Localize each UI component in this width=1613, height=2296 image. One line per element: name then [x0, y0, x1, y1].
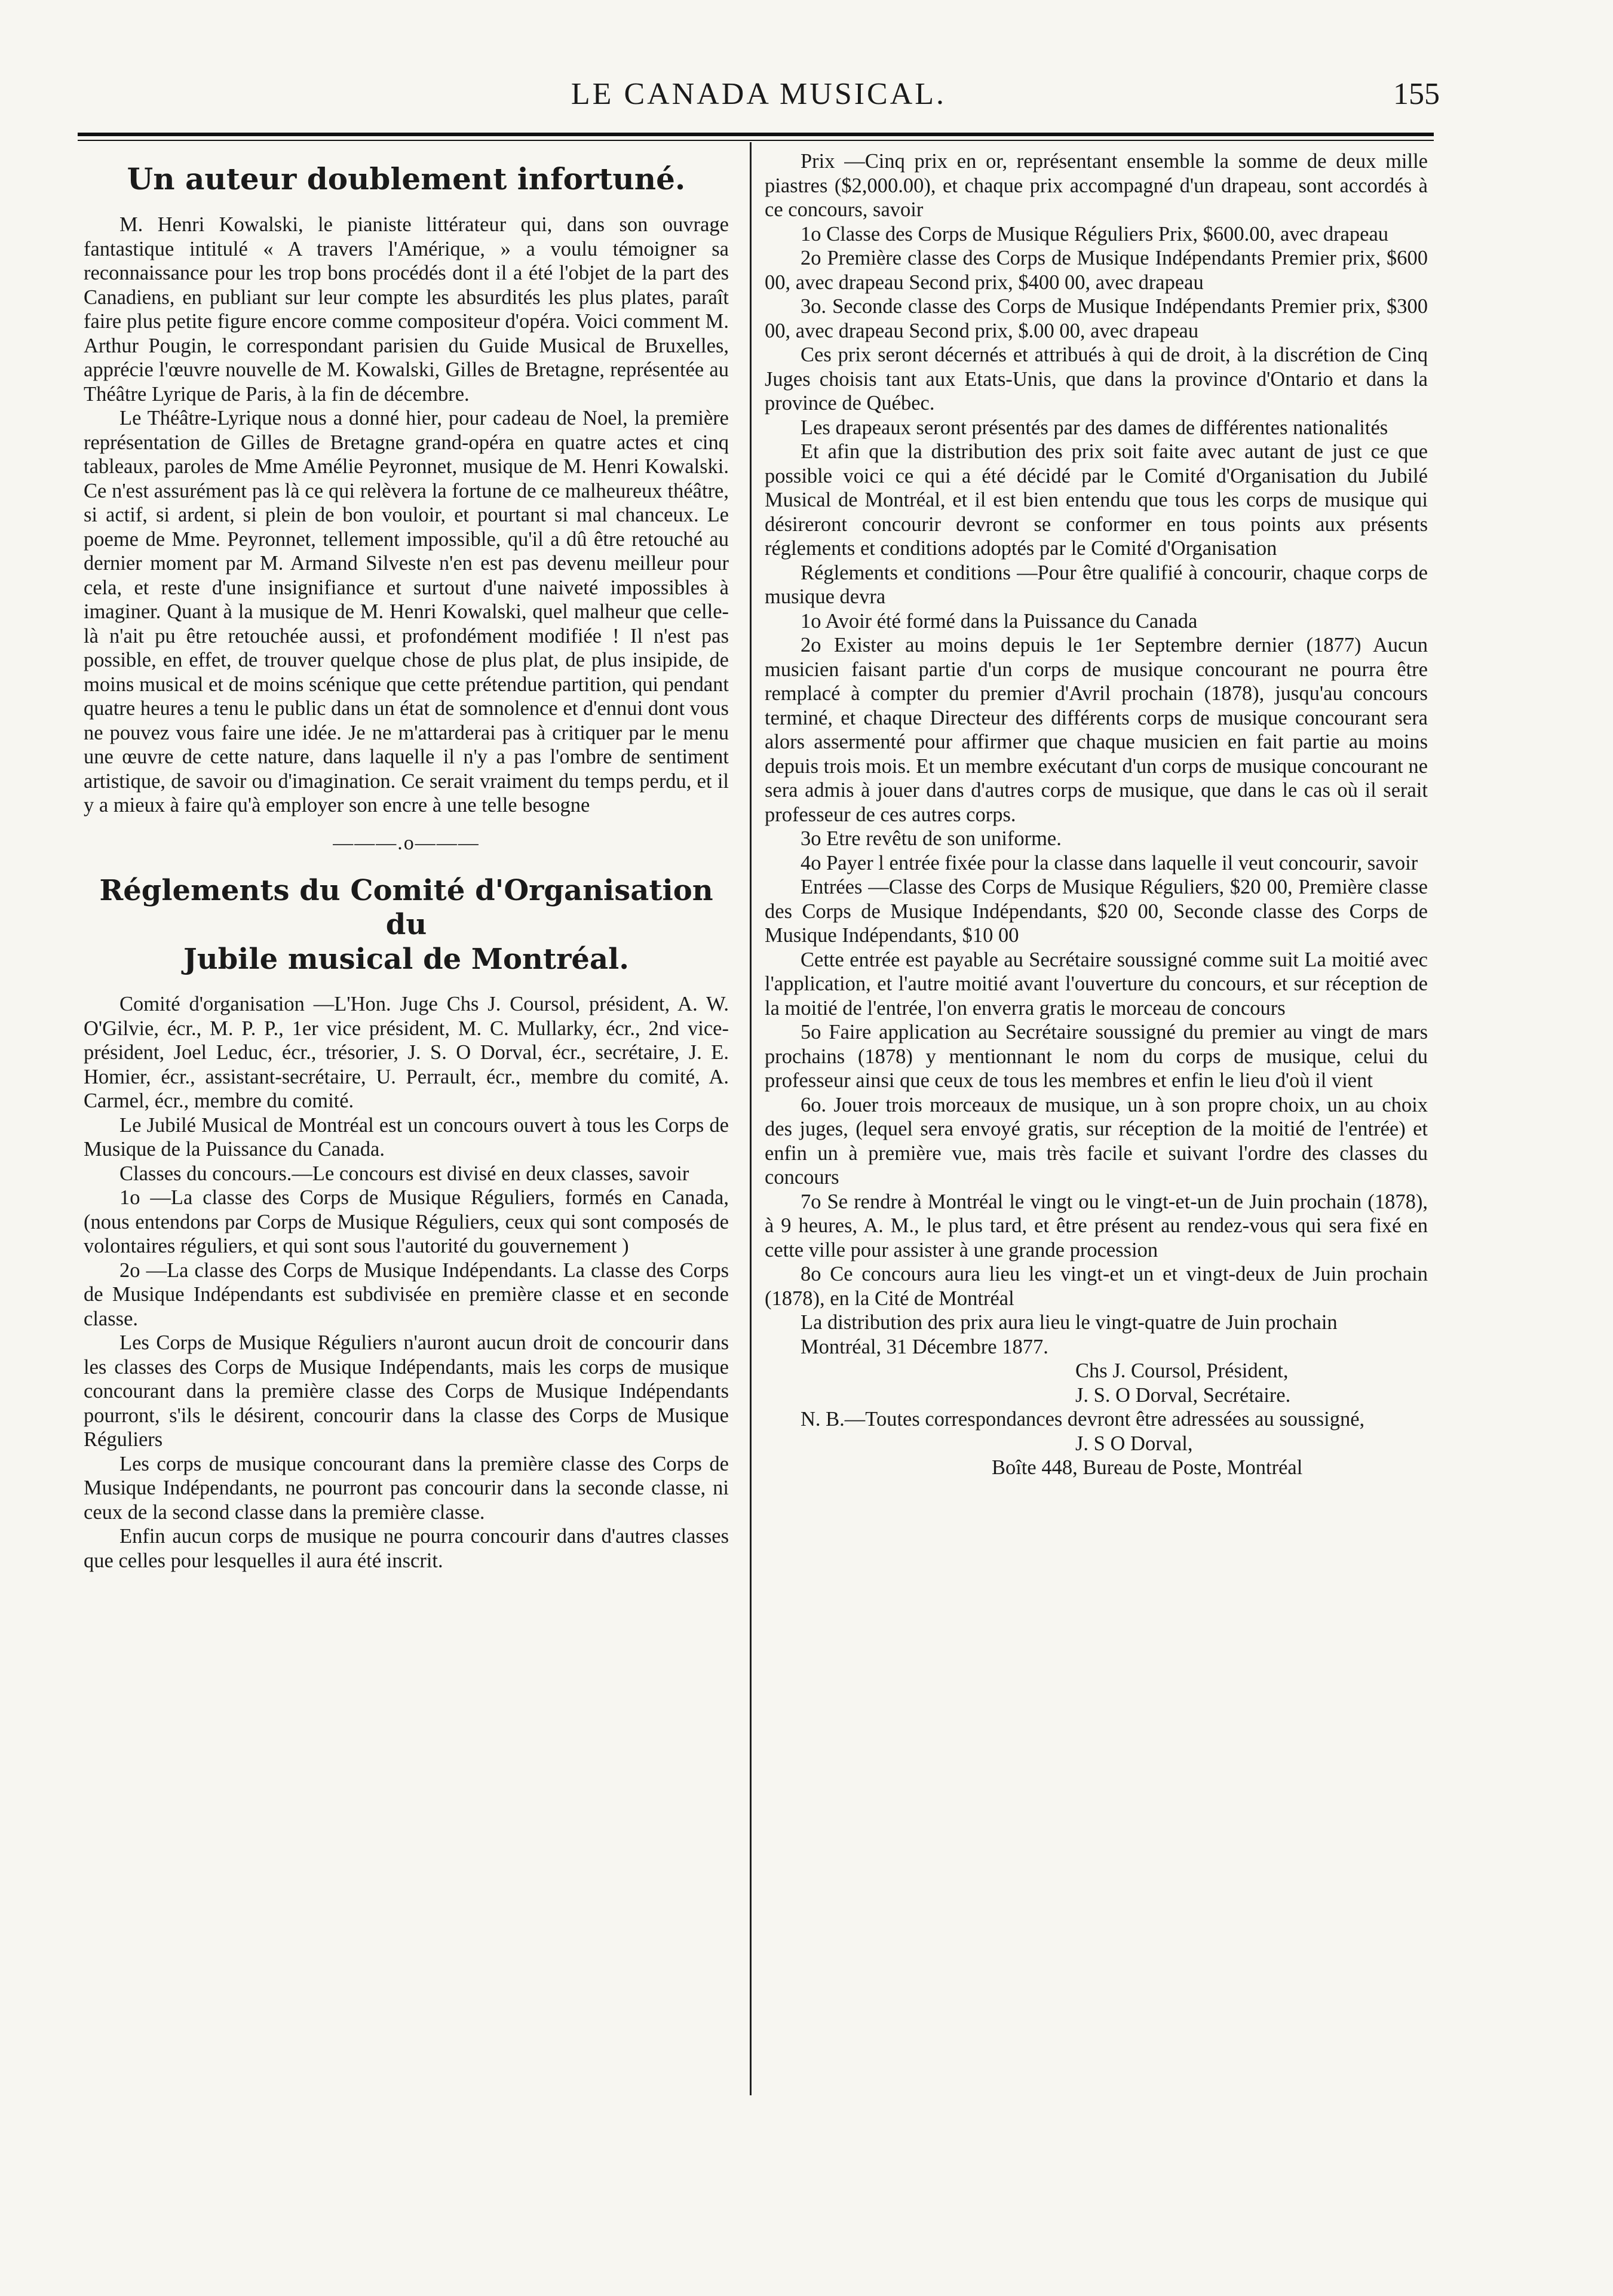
article-title-reglements — [84, 874, 729, 977]
article-paragraph: 3o Etre revêtu de son uniforme. — [801, 827, 1062, 850]
article-paragraph: 1o Avoir été formé dans la Puissance du Canada — [801, 609, 1198, 633]
header-rule-thick — [78, 133, 1434, 136]
article-paragraph: Prix —Cinq prix en or, représentant ensemble la somme de deux mille piastres ($2,000.00), et chaque prix accompagné d'un drapeau, sont accordés à ce concours, savoir — [765, 150, 1428, 221]
section-separator: ———.o——— — [333, 831, 480, 854]
article-paragraph: Cette entrée est payable au Secrétaire soussigné comme suit La moitié avec l'application, et l'autre moitié avant l'ouverture du concours, et sur réception de la moitié de l'entrée, l'on enverra gratis le morceau de concours — [765, 948, 1428, 1020]
article-paragraph: 5o Faire application au Secrétaire soussigné du premier au vingt de mars prochains (1878) y mentionnant le nom du corps de musique, celui du professeur ainsi que ceux de tous les membres et enfin le lieu d'où il vient — [765, 1021, 1428, 1092]
page-header — [78, 76, 1440, 124]
article-paragraph: 2o Première classe des Corps de Musique Indépendants Premier prix, $600 00, avec drapeau Second prix, $400 00, avec drapeau — [765, 247, 1428, 294]
signature-president: Chs J. Coursol, Président, — [1075, 1359, 1289, 1382]
article-paragraph: 2o —La classe des Corps de Musique Indépendants. La classe des Corps de Musique Indépendants est subdivisée en première classe et en seconde classe. — [84, 1258, 729, 1330]
article-paragraph: Entrées —Classe des Corps de Musique Réguliers, $20 00, Première classe des Corps de Musique Indépendants, $20 00, Seconde classe des Corps de Musique Indépendants, $10 00 — [765, 876, 1428, 947]
article-paragraph: 7o Se rendre à Montréal le vingt ou le vingt-et-un de Juin prochain (1878), à 9 heures, A. M., le plus tard, et être présent au rendez-vous qui sera fixé en cette ville pour assister à une grande procession — [765, 1190, 1428, 1261]
article-paragraph: 2o Exister au moins depuis le 1er Septembre dernier (1877) Aucun musicien faisant partie d'un corps de musique concourant ne pourra être remplacé à compter du premier d'Avril prochain (1878), jusqu'au concours terminé, et chaque Directeur des différents corps de musique concourant sera alors assermenté pour affirmer que chaque musicien en fait partie au moins depuis trois mois. Et un membre exécutant d'un corps de musique concourant ne sera admis à jouer dans d'autres corps de musique, que dans le cas où il serait professeur de ces autres corps. — [765, 634, 1428, 826]
article-paragraph: Les Corps de Musique Réguliers n'auront aucun droit de concourir dans les classes des Corps de Musique Indépendants, mais les corps de musique concourant dans la première classe des Corps de Musique Indépendants pourront, s'ils le désirent, concourir dans la classe des Corps de Musique Réguliers — [84, 1331, 729, 1451]
nb-note: N. B.—Toutes correspondances devront être adressées au soussigné, — [801, 1408, 1365, 1431]
article-paragraph: 3o. Seconde classe des Corps de Musique Indépendants Premier prix, $300 00, avec drapeau Second prix, $.00 00, avec drapeau — [765, 295, 1428, 342]
article-paragraph: Réglements et conditions —Pour être qualifié à concourir, chaque corps de musique devra — [765, 561, 1428, 608]
article-paragraph: M. Henri Kowalski, le pianiste littérateur qui, dans son ouvrage fantastique intitulé « A travers l'Amérique, » a voulu témoigner sa reconnaissance pour les trop bons procédés dont il a été l'objet de la part des Canadiens, en publiant sur leur compte les absurdités les plus plates, paraît faire plus petite figure encore comme compositeur d'opéra. Voici comment M. Arthur Pougin, le correspondant parisien du Guide Musical de Bruxelles, apprécie l'œuvre nouvelle de M. Kowalski, Gilles de Bretagne, représentée au Théâtre Lyrique de Paris, à la fin de décembre. — [84, 213, 729, 406]
column-divider — [750, 142, 752, 2095]
article-paragraph: 8o Ce concours aura lieu les vingt-et un et vingt-deux de Juin prochain (1878), en la Cité de Montréal — [765, 1263, 1428, 1310]
article-paragraph: Enfin aucun corps de musique ne pourra concourir dans d'autres classes que celles pour lesquelles il aura été inscrit. — [84, 1525, 729, 1572]
article-paragraph: Comité d'organisation —L'Hon. Juge Chs J. Coursol, président, A. W. O'Gilvie, écr., M. P. P., 1er vice président, M. C. Mullarky, écr., 2nd vice-président, Joel Leduc, écr., trésorier, J. S. O Dorval, écr., secrétaire, J. E. Homier, écr., assistant-secrétaire, U. Perrault, écr., membre du comité, A. Carmel, écr., membre du comité. — [84, 993, 729, 1113]
article-title-kowalski: Un auteur doublement infortuné. — [127, 161, 686, 197]
article-paragraph: Ces prix seront décernés et attribués à qui de droit, à la discrétion de Cinq Juges choisis tant aux Etats-Unis, que dans la province d'Ontario et dans la province de Québec. — [765, 343, 1428, 415]
article-paragraph: Et afin que la distribution des prix soit faite avec autant de just ce que possible voici ce qui a été décidé par le Comité d'Organisation du Jubilé Musical de Montréal, et il est bien entendu que tous les corps de musique qui désireront concourir devront se conformer en tous points aux présents réglements et conditions adoptés par le Comité d'Organisation — [765, 440, 1428, 560]
article-paragraph: Le Théâtre-Lyrique nous a donné hier, pour cadeau de Noel, la première représentation de Gilles de Bretagne grand-opéra en quatre actes et cinq tableaux, paroles de Mme Amélie Peyronnet, musique de M. Henri Kowalski. Ce n'est assurément pas là ce qui relèvera la fortune de ce malheureux théâtre, si actif, si ardent, si plein de bon vouloir, et pourtant si mal chanceux. Le poeme de Mme. Peyronnet, tellement impossible, qu'il a dû être retouché au dernier moment par M. Armand Silveste n'en est pas devenu meilleur pour cela, et reste d'une insignifiance et surtout d'une naiveté impossibles à imaginer. Quant à la musique de M. Henri Kowalski, quel malheur que celle-là n'ait pu être retouchée aussi, et profondément modifiée ! Il n'est pas possible, en effet, de trouver quelque chose de plus plat, de plus insipide, de moins musical et de moins scénique que cette prétendue partition, qui pendant quatre heures a tenu le public dans un état de somnolence et d'ennui dont vous ne pouvez vous faire une idée. Je ne m'attarderai pas à critiquer par le menu une œuvre de cette nature, dans laquelle il n'y a pas l'ombre de sentiment artistique, de savoir ou d'imagination. Ce serait vraiment du temps perdu, et il y a mieux à faire qu'à employer son encre à une telle besogne — [84, 407, 729, 817]
date-line: Montréal, 31 Décembre 1877. — [801, 1335, 1048, 1358]
article-paragraph: Classes du concours.—Le concours est divisé en deux classes, savoir — [119, 1162, 689, 1185]
right-column — [765, 149, 1428, 1480]
article-paragraph: Les drapeaux seront présentés par des dames de différentes nationalités — [801, 416, 1388, 439]
article-paragraph: 4o Payer l entrée fixée pour la classe dans laquelle il veut concourir, savoir — [801, 851, 1418, 874]
journal-title: LE CANADA MUSICAL. — [571, 77, 947, 111]
signature-secretary: J. S. O Dorval, Secrétaire. — [1075, 1383, 1291, 1407]
article-paragraph: Les corps de musique concourant dans la première classe des Corps de Musique Indépendants, ne pourront pas concourir dans la seconde classe, ni ceux de la second classe dans la première classe. — [84, 1452, 729, 1524]
address-name: J. S O Dorval, — [1075, 1432, 1193, 1455]
address-box: Boîte 448, Bureau de Poste, Montréal — [992, 1456, 1303, 1479]
left-column — [84, 149, 729, 1573]
article-paragraph: 6o. Jouer trois morceaux de musique, un à son propre choix, un au choix des juges, (lequel sera envoyé gratis, sur réception de la moitié de l'entrée) et enfin un à première vue, mais très facile et suivant l'ordre des classes du concours — [765, 1093, 1428, 1189]
article-paragraph: Le Jubilé Musical de Montréal est un concours ouvert à tous les Corps de Musique de la Puissance du Canada. — [84, 1113, 729, 1161]
article-paragraph: 1o —La classe des Corps de Musique Réguliers, formés en Canada, (nous entendons par Corps de Musique Réguliers, ceux qui sont composés de volontaires réguliers, et qui sont sous l'autorité du gouvernement ) — [84, 1186, 729, 1258]
article-paragraph: La distribution des prix aura lieu le vingt-quatre de Juin prochain — [801, 1311, 1338, 1334]
title-line: Jubile musical de Montréal. — [183, 942, 629, 976]
title-line: Réglements du Comité d'Organisation du — [99, 873, 713, 942]
header-rule-thin — [78, 140, 1434, 141]
page-number: 155 — [1393, 77, 1440, 111]
article-paragraph: 1o Classe des Corps de Musique Réguliers Prix, $600.00, avec drapeau — [801, 222, 1389, 245]
